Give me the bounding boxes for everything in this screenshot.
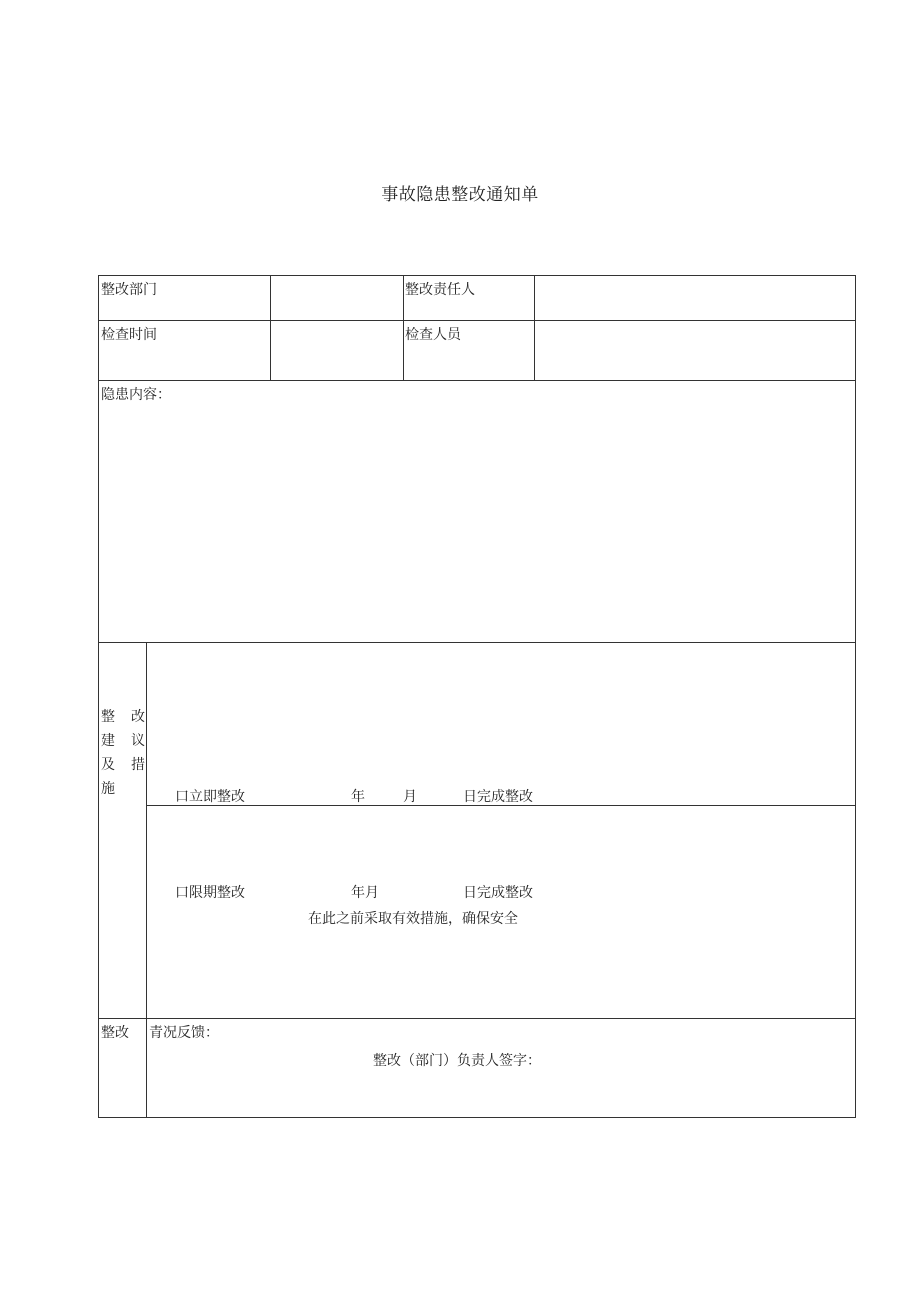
limited-checkbox-label[interactable]: 口限期整改 xyxy=(175,885,245,901)
check-time-label: 检查时间 xyxy=(101,327,157,343)
measures-label-line-1: 整 改 xyxy=(101,709,146,725)
responsible-field[interactable] xyxy=(535,276,855,320)
row-divider-5 xyxy=(99,1018,855,1019)
measures-label-line-3: 及 措 xyxy=(101,757,146,773)
row-divider-3 xyxy=(99,642,855,643)
limited-done: 日完成整改 xyxy=(463,885,533,901)
signature-label: 整改（部门）负责人签字： xyxy=(373,1053,541,1069)
hazard-content-area[interactable] xyxy=(99,406,855,642)
responsible-label: 整改责任人 xyxy=(405,282,475,298)
limited-note: 在此之前采取有效措施，确保安全 xyxy=(308,911,518,927)
notice-form-table xyxy=(98,275,856,1118)
immediate-checkbox-label[interactable]: 口立即整改 xyxy=(175,789,245,805)
hazard-label: 隐患内容： xyxy=(101,387,171,403)
feedback-left-label: 整改 xyxy=(101,1025,129,1041)
limited-yearmonth: 年月 xyxy=(351,885,379,901)
feedback-label: 青况反馈： xyxy=(149,1025,219,1041)
inspector-field[interactable] xyxy=(535,321,855,380)
immediate-year: 年 xyxy=(351,789,365,805)
check-time-field[interactable] xyxy=(271,321,403,380)
col-divider-2 xyxy=(403,276,404,380)
row-divider-2 xyxy=(99,380,855,381)
dept-field[interactable] xyxy=(271,276,403,320)
immediate-done: 日完成整改 xyxy=(463,789,533,805)
immediate-month: 月 xyxy=(403,789,417,805)
inspector-label: 检查人员 xyxy=(405,327,461,343)
document-title: 事故隐患整改通知单 xyxy=(381,185,539,205)
dept-label: 整改部门 xyxy=(101,282,157,298)
measures-label-line-4: 施 xyxy=(101,781,115,797)
measures-label-line-2: 建 议 xyxy=(101,733,146,749)
feedback-area[interactable] xyxy=(147,1044,855,1117)
